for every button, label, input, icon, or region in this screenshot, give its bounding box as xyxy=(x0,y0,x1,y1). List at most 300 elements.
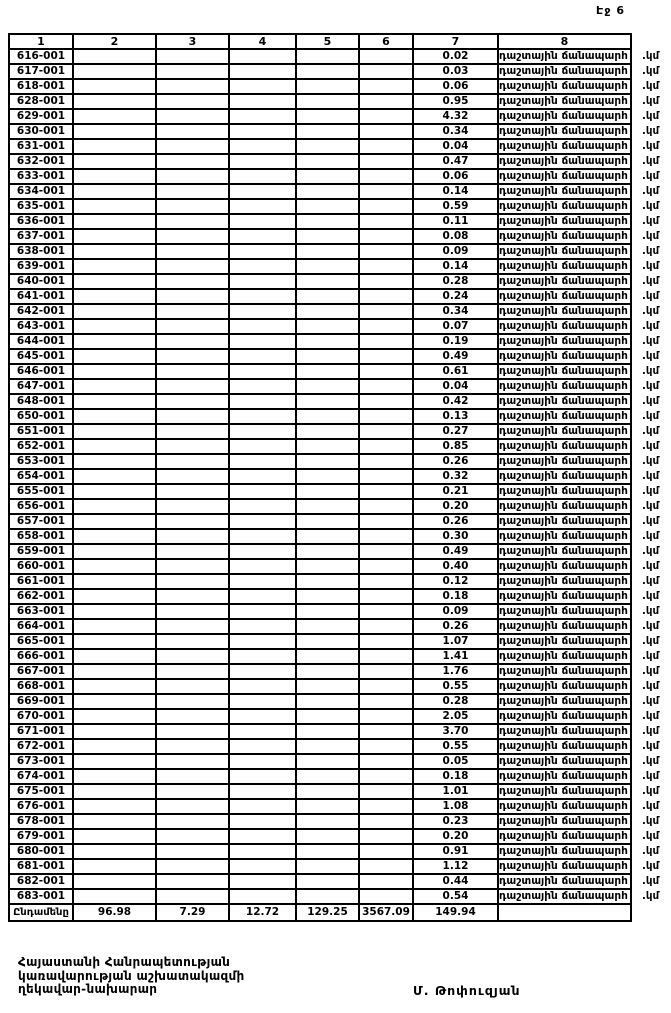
total-col7: 149.94 xyxy=(413,904,498,921)
empty-cell xyxy=(229,154,296,169)
road-id-cell: 641-001 xyxy=(9,289,73,304)
length-value-cell: 0.85 xyxy=(413,439,498,454)
empty-cell xyxy=(156,289,229,304)
empty-cell xyxy=(229,394,296,409)
road-type-cell xyxy=(498,409,660,424)
empty-cell xyxy=(296,379,359,394)
empty-cell xyxy=(156,619,229,634)
road-type-cell xyxy=(498,124,660,139)
issuing-org-block xyxy=(18,956,245,997)
empty-cell xyxy=(229,619,296,634)
road-type-cell xyxy=(498,769,660,784)
empty-cell xyxy=(156,409,229,424)
unit-km-text: .կմ xyxy=(642,635,660,647)
empty-cell xyxy=(229,484,296,499)
road-type-text: դաշտային ճանապարհ xyxy=(499,275,628,287)
empty-cell xyxy=(229,574,296,589)
empty-cell xyxy=(359,769,413,784)
empty-cell xyxy=(296,649,359,664)
empty-cell xyxy=(296,424,359,439)
road-type-cell xyxy=(498,139,660,154)
empty-cell xyxy=(229,709,296,724)
road-id-cell: 629-001 xyxy=(9,109,73,124)
empty-cell xyxy=(73,154,156,169)
length-value-cell: 0.02 xyxy=(413,49,498,64)
table-header xyxy=(9,34,631,49)
road-type-cell xyxy=(498,79,660,94)
table-row xyxy=(9,109,631,124)
empty-cell xyxy=(73,424,156,439)
empty-cell xyxy=(229,724,296,739)
empty-cell xyxy=(156,169,229,184)
table-row xyxy=(9,889,631,904)
road-id-cell: 673-001 xyxy=(9,754,73,769)
empty-cell xyxy=(359,829,413,844)
table-row xyxy=(9,424,631,439)
road-id-cell: 635-001 xyxy=(9,199,73,214)
empty-cell xyxy=(156,859,229,874)
table-body xyxy=(9,49,660,904)
road-type-text: դաշտային ճանապարհ xyxy=(499,170,628,182)
length-value-cell: 0.19 xyxy=(413,334,498,349)
road-id-cell: 660-001 xyxy=(9,559,73,574)
road-id-cell: 672-001 xyxy=(9,739,73,754)
table-row xyxy=(9,634,631,649)
table-row xyxy=(9,559,631,574)
table-row xyxy=(9,469,631,484)
road-type-text: դաշտային ճանապարհ xyxy=(499,545,628,557)
empty-cell xyxy=(229,694,296,709)
length-value-cell: 0.26 xyxy=(413,454,498,469)
empty-cell xyxy=(359,799,413,814)
empty-cell xyxy=(359,109,413,124)
length-value-cell: 0.28 xyxy=(413,694,498,709)
road-id-cell: 643-001 xyxy=(9,319,73,334)
unit-km-text: .կմ xyxy=(642,665,660,677)
empty-cell xyxy=(296,409,359,424)
empty-cell xyxy=(73,334,156,349)
empty-cell xyxy=(359,874,413,889)
table-row xyxy=(9,304,631,319)
empty-cell xyxy=(156,184,229,199)
unit-km-text: .կմ xyxy=(642,95,660,107)
road-type-text: դաշտային ճանապարհ xyxy=(499,365,628,377)
empty-cell xyxy=(359,304,413,319)
empty-cell xyxy=(359,409,413,424)
empty-cell xyxy=(229,664,296,679)
road-type-text: դաշտային ճանապարհ xyxy=(499,815,628,827)
road-type-cell xyxy=(498,544,660,559)
empty-cell xyxy=(229,199,296,214)
empty-cell xyxy=(296,274,359,289)
empty-cell xyxy=(156,649,229,664)
table-row xyxy=(9,799,631,814)
empty-cell xyxy=(156,424,229,439)
column-header-4: 4 xyxy=(229,34,296,49)
empty-cell xyxy=(156,439,229,454)
empty-cell xyxy=(229,889,296,904)
unit-km-text: .կմ xyxy=(642,350,660,362)
total-col5: 129.25 xyxy=(296,904,359,921)
unit-km-text: .կմ xyxy=(642,590,660,602)
road-id-cell: 632-001 xyxy=(9,154,73,169)
length-value-cell: 0.11 xyxy=(413,214,498,229)
empty-cell xyxy=(156,94,229,109)
unit-km-text: .կմ xyxy=(642,620,660,632)
empty-cell xyxy=(73,349,156,364)
unit-km-text: .կմ xyxy=(642,680,660,692)
road-type-cell xyxy=(498,499,660,514)
length-value-cell: 0.30 xyxy=(413,529,498,544)
length-value-cell: 0.08 xyxy=(413,229,498,244)
empty-cell xyxy=(359,424,413,439)
empty-cell xyxy=(156,454,229,469)
length-value-cell: 0.61 xyxy=(413,364,498,379)
road-id-cell: 655-001 xyxy=(9,484,73,499)
unit-km-text: .կմ xyxy=(642,800,660,812)
road-id-cell: 634-001 xyxy=(9,184,73,199)
table-row xyxy=(9,814,631,829)
table-row xyxy=(9,49,631,64)
road-id-cell: 617-001 xyxy=(9,64,73,79)
empty-cell xyxy=(73,724,156,739)
unit-km-text: .կմ xyxy=(642,785,660,797)
empty-cell xyxy=(156,199,229,214)
road-type-cell xyxy=(498,424,660,439)
empty-cell xyxy=(296,784,359,799)
empty-cell xyxy=(229,829,296,844)
road-type-cell xyxy=(498,319,660,334)
unit-km-text: .կմ xyxy=(642,380,660,392)
empty-cell xyxy=(229,349,296,364)
unit-km-text: .կմ xyxy=(642,485,660,497)
empty-cell xyxy=(156,394,229,409)
empty-cell xyxy=(156,514,229,529)
empty-cell xyxy=(73,394,156,409)
unit-km-text: .կմ xyxy=(642,770,660,782)
road-type-text: դաշտային ճանապարհ xyxy=(499,605,628,617)
empty-cell xyxy=(156,664,229,679)
empty-cell xyxy=(296,289,359,304)
road-id-cell: 663-001 xyxy=(9,604,73,619)
empty-cell xyxy=(359,634,413,649)
table-row xyxy=(9,499,631,514)
table-row xyxy=(9,289,631,304)
length-value-cell: 1.07 xyxy=(413,634,498,649)
empty-cell xyxy=(156,589,229,604)
empty-cell xyxy=(359,754,413,769)
road-type-cell xyxy=(498,184,660,199)
unit-km-text: .կմ xyxy=(642,140,660,152)
empty-cell xyxy=(229,859,296,874)
empty-cell xyxy=(73,769,156,784)
empty-cell xyxy=(229,649,296,664)
empty-cell xyxy=(296,889,359,904)
empty-cell xyxy=(73,484,156,499)
empty-cell xyxy=(359,664,413,679)
table-row xyxy=(9,574,631,589)
road-id-cell: 678-001 xyxy=(9,814,73,829)
road-type-cell xyxy=(498,214,660,229)
empty-cell xyxy=(296,709,359,724)
road-type-cell xyxy=(498,94,660,109)
road-type-cell xyxy=(498,439,660,454)
road-type-text: դաշտային ճանապարհ xyxy=(499,200,628,212)
road-id-cell: 637-001 xyxy=(9,229,73,244)
road-type-text: դաշտային ճանապարհ xyxy=(499,140,628,152)
empty-cell xyxy=(359,529,413,544)
empty-cell xyxy=(296,679,359,694)
table-row xyxy=(9,139,631,154)
table-row xyxy=(9,739,631,754)
empty-cell xyxy=(156,814,229,829)
unit-km-text: .կմ xyxy=(642,335,660,347)
length-value-cell: 0.32 xyxy=(413,469,498,484)
empty-cell xyxy=(156,844,229,859)
road-type-cell xyxy=(498,154,660,169)
empty-cell xyxy=(156,244,229,259)
table-row xyxy=(9,724,631,739)
length-value-cell: 0.20 xyxy=(413,829,498,844)
empty-cell xyxy=(296,334,359,349)
road-type-cell xyxy=(498,484,660,499)
road-type-cell xyxy=(498,274,660,289)
empty-cell xyxy=(156,784,229,799)
road-type-cell xyxy=(498,49,660,64)
road-type-text: դաշտային ճանապարհ xyxy=(499,125,628,137)
unit-km-text: .կմ xyxy=(642,155,660,167)
road-type-cell xyxy=(498,514,660,529)
unit-km-text: .կմ xyxy=(642,845,660,857)
unit-km-text: .կմ xyxy=(642,545,660,557)
road-id-cell: 665-001 xyxy=(9,634,73,649)
totals-label: Ընդամենը xyxy=(9,904,73,921)
length-value-cell: 0.95 xyxy=(413,94,498,109)
road-type-cell xyxy=(498,619,660,634)
length-value-cell: 0.09 xyxy=(413,244,498,259)
empty-cell xyxy=(296,739,359,754)
unit-km-text: .կմ xyxy=(642,50,660,62)
empty-cell xyxy=(73,304,156,319)
road-id-cell: 679-001 xyxy=(9,829,73,844)
length-value-cell: 0.40 xyxy=(413,559,498,574)
road-id-cell: 657-001 xyxy=(9,514,73,529)
road-type-text: դաշտային ճանապարհ xyxy=(499,530,628,542)
column-header-5: 5 xyxy=(296,34,359,49)
table-row xyxy=(9,124,631,139)
road-type-text: դաշտային ճանապարհ xyxy=(499,440,628,452)
empty-cell xyxy=(73,544,156,559)
empty-cell xyxy=(229,439,296,454)
length-value-cell: 0.18 xyxy=(413,589,498,604)
road-id-cell: 633-001 xyxy=(9,169,73,184)
empty-cell xyxy=(359,544,413,559)
table-row xyxy=(9,589,631,604)
empty-cell xyxy=(156,679,229,694)
length-value-cell: 0.91 xyxy=(413,844,498,859)
length-value-cell: 0.09 xyxy=(413,604,498,619)
road-id-cell: 669-001 xyxy=(9,694,73,709)
empty-cell xyxy=(229,274,296,289)
empty-cell xyxy=(229,124,296,139)
table-row xyxy=(9,394,631,409)
road-id-cell: 664-001 xyxy=(9,619,73,634)
table-row xyxy=(9,379,631,394)
unit-km-text: .կմ xyxy=(642,125,660,137)
empty-cell xyxy=(73,94,156,109)
unit-km-text: .կմ xyxy=(642,65,660,77)
empty-cell xyxy=(359,64,413,79)
table-row xyxy=(9,694,631,709)
table-row xyxy=(9,274,631,289)
length-value-cell: 0.18 xyxy=(413,769,498,784)
empty-cell xyxy=(156,49,229,64)
empty-cell xyxy=(296,169,359,184)
road-id-cell: 670-001 xyxy=(9,709,73,724)
road-id-cell: 636-001 xyxy=(9,214,73,229)
empty-cell xyxy=(229,844,296,859)
road-id-cell: 628-001 xyxy=(9,94,73,109)
empty-cell xyxy=(229,214,296,229)
empty-cell xyxy=(156,229,229,244)
length-value-cell: 1.08 xyxy=(413,799,498,814)
unit-km-text: .կմ xyxy=(642,395,660,407)
empty-cell xyxy=(359,289,413,304)
empty-cell xyxy=(73,694,156,709)
unit-km-text: .կմ xyxy=(642,650,660,662)
length-value-cell: 2.05 xyxy=(413,709,498,724)
empty-cell xyxy=(359,499,413,514)
empty-cell xyxy=(73,109,156,124)
road-id-cell: 681-001 xyxy=(9,859,73,874)
empty-cell xyxy=(73,244,156,259)
road-type-cell xyxy=(498,199,660,214)
unit-km-text: .կմ xyxy=(642,170,660,182)
unit-km-text: .կմ xyxy=(642,320,660,332)
column-header-6: 6 xyxy=(359,34,413,49)
empty-cell xyxy=(296,94,359,109)
road-id-cell: 667-001 xyxy=(9,664,73,679)
length-value-cell: 0.14 xyxy=(413,184,498,199)
unit-km-text: .կմ xyxy=(642,80,660,92)
road-type-cell xyxy=(498,844,660,859)
empty-cell xyxy=(296,874,359,889)
empty-cell xyxy=(73,844,156,859)
road-type-cell xyxy=(498,829,660,844)
table-row xyxy=(9,439,631,454)
empty-cell xyxy=(73,454,156,469)
empty-cell xyxy=(156,484,229,499)
empty-cell xyxy=(229,169,296,184)
road-id-cell: 638-001 xyxy=(9,244,73,259)
empty-cell xyxy=(359,349,413,364)
unit-km-text: .կմ xyxy=(642,500,660,512)
road-type-text: դաշտային ճանապարհ xyxy=(499,890,628,902)
empty-cell xyxy=(296,484,359,499)
road-id-cell: 656-001 xyxy=(9,499,73,514)
empty-cell xyxy=(359,139,413,154)
empty-cell xyxy=(156,694,229,709)
empty-cell xyxy=(359,679,413,694)
unit-km-text: .կմ xyxy=(642,275,660,287)
empty-cell xyxy=(73,739,156,754)
unit-km-text: .կմ xyxy=(642,755,660,767)
empty-cell xyxy=(156,529,229,544)
road-type-cell xyxy=(498,454,660,469)
empty-cell xyxy=(359,514,413,529)
road-type-text: դաշտային ճանապարհ xyxy=(499,845,628,857)
empty-cell xyxy=(156,724,229,739)
unit-km-text: .կմ xyxy=(642,305,660,317)
length-value-cell: 3.70 xyxy=(413,724,498,739)
unit-km-text: .կմ xyxy=(642,710,660,722)
empty-cell xyxy=(156,739,229,754)
road-id-cell: 668-001 xyxy=(9,679,73,694)
road-type-cell xyxy=(498,304,660,319)
empty-cell xyxy=(229,769,296,784)
length-value-cell: 0.05 xyxy=(413,754,498,769)
empty-cell xyxy=(73,829,156,844)
unit-km-text: .կմ xyxy=(642,875,660,887)
empty-cell xyxy=(229,814,296,829)
org-line-1: Հայաստանի Հանրապետության xyxy=(18,955,231,969)
road-id-cell: 683-001 xyxy=(9,889,73,904)
road-type-text: դաշտային ճանապարհ xyxy=(499,500,628,512)
road-type-cell xyxy=(498,394,660,409)
column-header-7: 7 xyxy=(413,34,498,49)
empty-cell xyxy=(296,724,359,739)
unit-km-text: .կմ xyxy=(642,410,660,422)
empty-cell xyxy=(359,379,413,394)
table-footer xyxy=(9,904,631,921)
unit-km-text: .կմ xyxy=(642,260,660,272)
road-id-cell: 659-001 xyxy=(9,544,73,559)
empty-cell xyxy=(73,289,156,304)
road-type-cell xyxy=(498,334,660,349)
table-row xyxy=(9,229,631,244)
empty-cell xyxy=(229,184,296,199)
table-row xyxy=(9,484,631,499)
road-type-cell xyxy=(498,694,660,709)
empty-cell xyxy=(229,424,296,439)
road-type-cell xyxy=(498,754,660,769)
org-line-2: կառավարության աշխատակազմի xyxy=(18,968,245,983)
empty-cell xyxy=(296,469,359,484)
empty-cell xyxy=(359,334,413,349)
empty-cell xyxy=(73,574,156,589)
empty-cell xyxy=(359,319,413,334)
road-type-text: դաշտային ճանապարհ xyxy=(499,245,628,257)
empty-cell xyxy=(359,94,413,109)
empty-cell xyxy=(229,499,296,514)
table-row xyxy=(9,754,631,769)
empty-cell xyxy=(296,799,359,814)
table-row xyxy=(9,259,631,274)
empty-cell xyxy=(73,634,156,649)
empty-cell xyxy=(359,229,413,244)
unit-km-text: .կմ xyxy=(642,455,660,467)
length-value-cell: 0.28 xyxy=(413,274,498,289)
road-type-text: դաշտային ճանապարհ xyxy=(499,725,628,737)
unit-km-text: .կմ xyxy=(642,860,660,872)
empty-cell xyxy=(296,199,359,214)
empty-cell xyxy=(296,439,359,454)
road-type-cell xyxy=(498,889,660,904)
unit-km-text: .կմ xyxy=(642,575,660,587)
empty-cell xyxy=(359,169,413,184)
empty-cell xyxy=(359,724,413,739)
empty-cell xyxy=(73,124,156,139)
